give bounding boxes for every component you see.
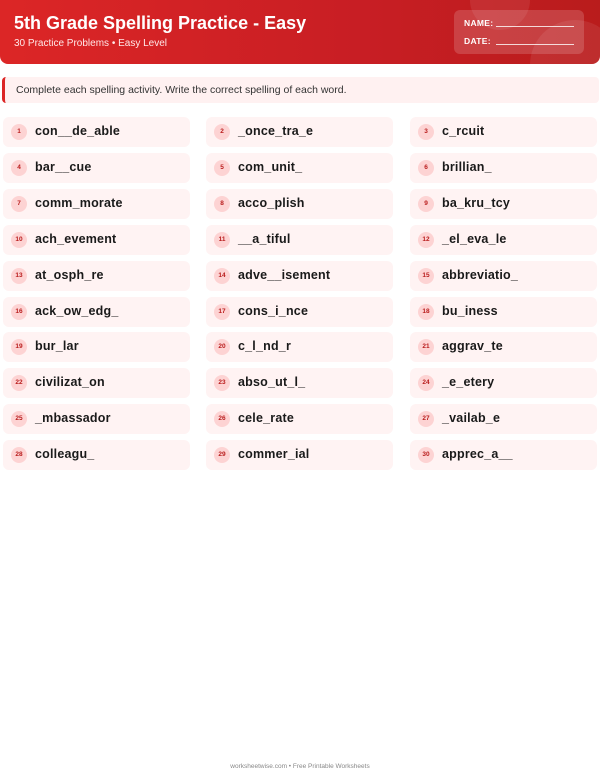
problem-word: con__de_able bbox=[35, 124, 121, 138]
problem-item bbox=[206, 332, 393, 362]
problem-number: 21 bbox=[418, 339, 434, 355]
page-title: 5th Grade Spelling Practice - Easy bbox=[14, 13, 307, 33]
problem-word: civilizat_on bbox=[35, 375, 105, 390]
problem-item bbox=[410, 332, 597, 362]
problem-number: 18 bbox=[418, 304, 434, 320]
problem-word: brillian_ bbox=[442, 159, 492, 174]
name-line bbox=[496, 26, 574, 27]
problem-item bbox=[3, 297, 190, 327]
problem-number: 17 bbox=[214, 304, 230, 320]
problem-item bbox=[206, 153, 393, 183]
problem-item bbox=[206, 297, 393, 327]
problem-item bbox=[410, 189, 597, 219]
problem-number: 9 bbox=[418, 196, 434, 212]
problem-word: colleagu_ bbox=[35, 447, 95, 462]
problem-number: 26 bbox=[214, 411, 230, 427]
problem-number: 25 bbox=[11, 411, 27, 427]
problem-number: 10 bbox=[11, 232, 27, 248]
problem-word: com_unit_ bbox=[238, 159, 303, 174]
problem-item bbox=[206, 440, 393, 470]
footer: worksheetwise.com • Free Printable Worksheets bbox=[230, 763, 370, 770]
problem-number: 3 bbox=[418, 124, 434, 140]
problem-number: 15 bbox=[418, 268, 434, 284]
problem-word: adve__isement bbox=[238, 267, 331, 282]
name-date-box bbox=[454, 10, 584, 54]
problem-word: commer_ial bbox=[238, 447, 310, 462]
problem-number: 11 bbox=[214, 232, 230, 248]
problem-number: 8 bbox=[214, 196, 230, 212]
date-field[interactable] bbox=[464, 36, 491, 46]
problem-word: aggrav_te bbox=[442, 339, 503, 354]
problem-item bbox=[206, 189, 393, 219]
problem-word: c_rcuit bbox=[442, 124, 485, 138]
problem-number: 27 bbox=[418, 411, 434, 427]
problem-item bbox=[206, 368, 393, 398]
problem-word: c_l_nd_r bbox=[238, 339, 292, 354]
problem-item bbox=[3, 368, 190, 398]
problem-number: 28 bbox=[11, 447, 27, 463]
problem-number: 7 bbox=[11, 196, 27, 212]
problem-item bbox=[3, 153, 190, 183]
problem-item bbox=[410, 261, 597, 291]
problem-number: 23 bbox=[214, 375, 230, 391]
problem-word: acco_plish bbox=[238, 195, 305, 210]
problem-number: 12 bbox=[418, 232, 434, 248]
problem-item bbox=[206, 225, 393, 255]
problem-item bbox=[410, 225, 597, 255]
problem-number: 24 bbox=[418, 375, 434, 391]
problem-number: 19 bbox=[11, 339, 27, 355]
problem-word: _el_eva_le bbox=[442, 231, 507, 246]
instructions: Complete each spelling activity. Write the correct spelling of each word. bbox=[2, 77, 599, 103]
problem-item bbox=[410, 153, 597, 183]
problem-word: bar__cue bbox=[35, 159, 92, 174]
problem-number: 13 bbox=[11, 268, 27, 284]
page-subtitle: 30 Practice Problems • Easy Level bbox=[14, 38, 168, 49]
problem-item bbox=[3, 261, 190, 291]
problem-item bbox=[410, 440, 597, 470]
problem-item bbox=[3, 404, 190, 434]
problem-word: ack_ow_edg_ bbox=[35, 303, 119, 318]
problem-word: ba_kru_tcy bbox=[442, 195, 511, 210]
problem-item bbox=[410, 404, 597, 434]
problem-word: _vailab_e bbox=[442, 411, 501, 426]
problem-item bbox=[3, 332, 190, 362]
problem-word: _e_etery bbox=[442, 375, 495, 390]
problem-item bbox=[3, 189, 190, 219]
problem-number: 29 bbox=[214, 447, 230, 463]
problem-item bbox=[410, 368, 597, 398]
problem-number: 22 bbox=[11, 375, 27, 391]
problem-number: 20 bbox=[214, 339, 230, 355]
problem-word: abbreviatio_ bbox=[442, 267, 519, 282]
problem-item bbox=[3, 225, 190, 255]
problem-word: apprec_a__ bbox=[442, 447, 513, 462]
problem-item bbox=[206, 117, 393, 147]
problem-word: bu_iness bbox=[442, 303, 498, 318]
problem-word: abso_ut_l_ bbox=[238, 375, 306, 390]
problem-number: 14 bbox=[214, 268, 230, 284]
problem-number: 5 bbox=[214, 160, 230, 176]
problem-word: __a_tiful bbox=[238, 231, 291, 246]
problem-item bbox=[410, 117, 597, 147]
problem-item bbox=[206, 261, 393, 291]
problem-number: 4 bbox=[11, 160, 27, 176]
problem-word: cele_rate bbox=[238, 411, 295, 426]
problem-word: _once_tra_e bbox=[238, 124, 314, 138]
problem-number: 16 bbox=[11, 304, 27, 320]
problem-number: 6 bbox=[418, 160, 434, 176]
problem-word: cons_i_nce bbox=[238, 303, 309, 318]
problem-number: 2 bbox=[214, 124, 230, 140]
problem-word: comm_morate bbox=[35, 195, 123, 210]
problem-word: bur_lar bbox=[35, 339, 79, 354]
problem-number: 30 bbox=[418, 447, 434, 463]
name-label: NAME: bbox=[464, 18, 494, 28]
problem-item bbox=[3, 440, 190, 470]
problem-item bbox=[410, 297, 597, 327]
problem-item bbox=[3, 117, 190, 147]
problem-word: _mbassador bbox=[35, 411, 111, 426]
problem-item bbox=[206, 404, 393, 434]
date-label: DATE: bbox=[464, 36, 491, 46]
problem-word: at_osph_re bbox=[35, 267, 104, 282]
worksheet-header bbox=[0, 0, 600, 64]
problem-word: ach_evement bbox=[35, 231, 117, 246]
date-line bbox=[496, 44, 574, 45]
problem-number: 1 bbox=[11, 124, 27, 140]
name-field[interactable] bbox=[464, 18, 493, 28]
